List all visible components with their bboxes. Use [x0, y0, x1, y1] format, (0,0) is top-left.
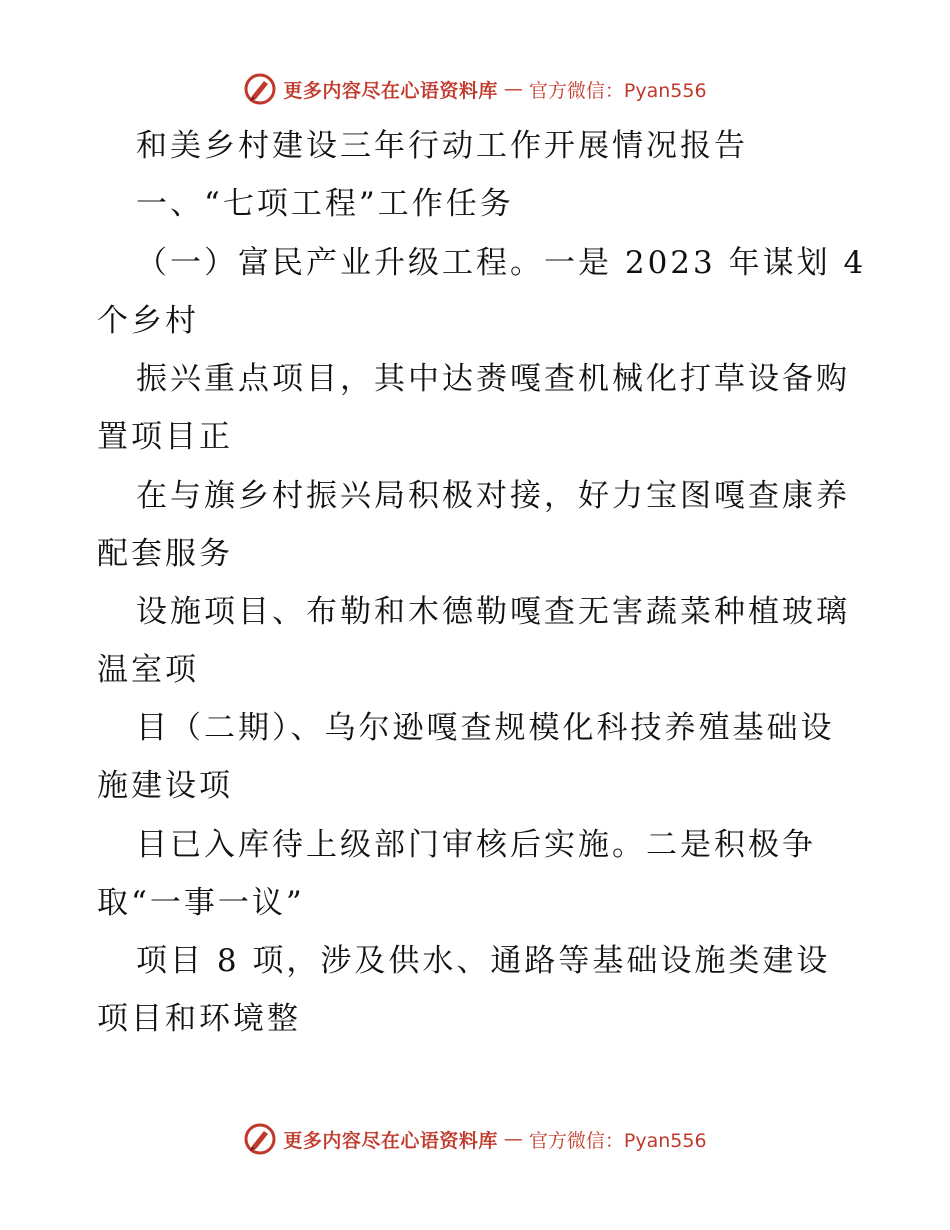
doc-line: 振兴重点项目，其中达赉嘎查机械化打草设备购 [136, 361, 850, 397]
doc-line: 目已入库待上级部门审核后实施。二是积极争 [136, 827, 816, 863]
doc-line: 施建设项 [97, 768, 233, 804]
doc-line: （一）富民产业升级工程。一是 2023 年谋划 4 [136, 245, 867, 281]
watermark-site-text: 更多内容尽在心语资料库 [283, 79, 498, 102]
pen-logo-icon [243, 1122, 277, 1156]
doc-line: 目（二期）、乌尔逊嘎查规模化科技养殖基础设 [136, 710, 835, 746]
doc-line: 项目 8 项，涉及供水、通路等基础设施类建设 [136, 943, 831, 979]
document-title: 和美乡村建设三年行动工作开展情况报告 [136, 128, 748, 164]
doc-line: 设施项目、布勒和木德勒嘎查无害蔬菜种植玻璃 [136, 594, 850, 630]
watermark-wechat-text: 官方微信：Pyan556 [528, 1129, 707, 1152]
doc-line: 在与旗乡村振兴局积极对接，好力宝图嘎查康养 [136, 478, 850, 514]
doc-line: 温室项 [97, 652, 199, 688]
pen-logo-icon [243, 72, 277, 106]
doc-line: 置项目正 [97, 419, 233, 455]
doc-line: 配套服务 [97, 536, 233, 572]
watermark-separator: — [503, 1128, 523, 1150]
footer-watermark [0, 1122, 950, 1156]
doc-line: 取“一事一议” [97, 885, 305, 921]
doc-line: 一、“七项工程”工作任务 [136, 186, 514, 222]
doc-line: 项目和环境整 [97, 1001, 301, 1037]
doc-line: 个乡村 [97, 303, 199, 339]
header-watermark [0, 72, 950, 106]
watermark-site-text: 更多内容尽在心语资料库 [283, 1129, 498, 1152]
watermark-separator: — [503, 78, 523, 100]
watermark-wechat-text: 官方微信：Pyan556 [528, 79, 707, 102]
